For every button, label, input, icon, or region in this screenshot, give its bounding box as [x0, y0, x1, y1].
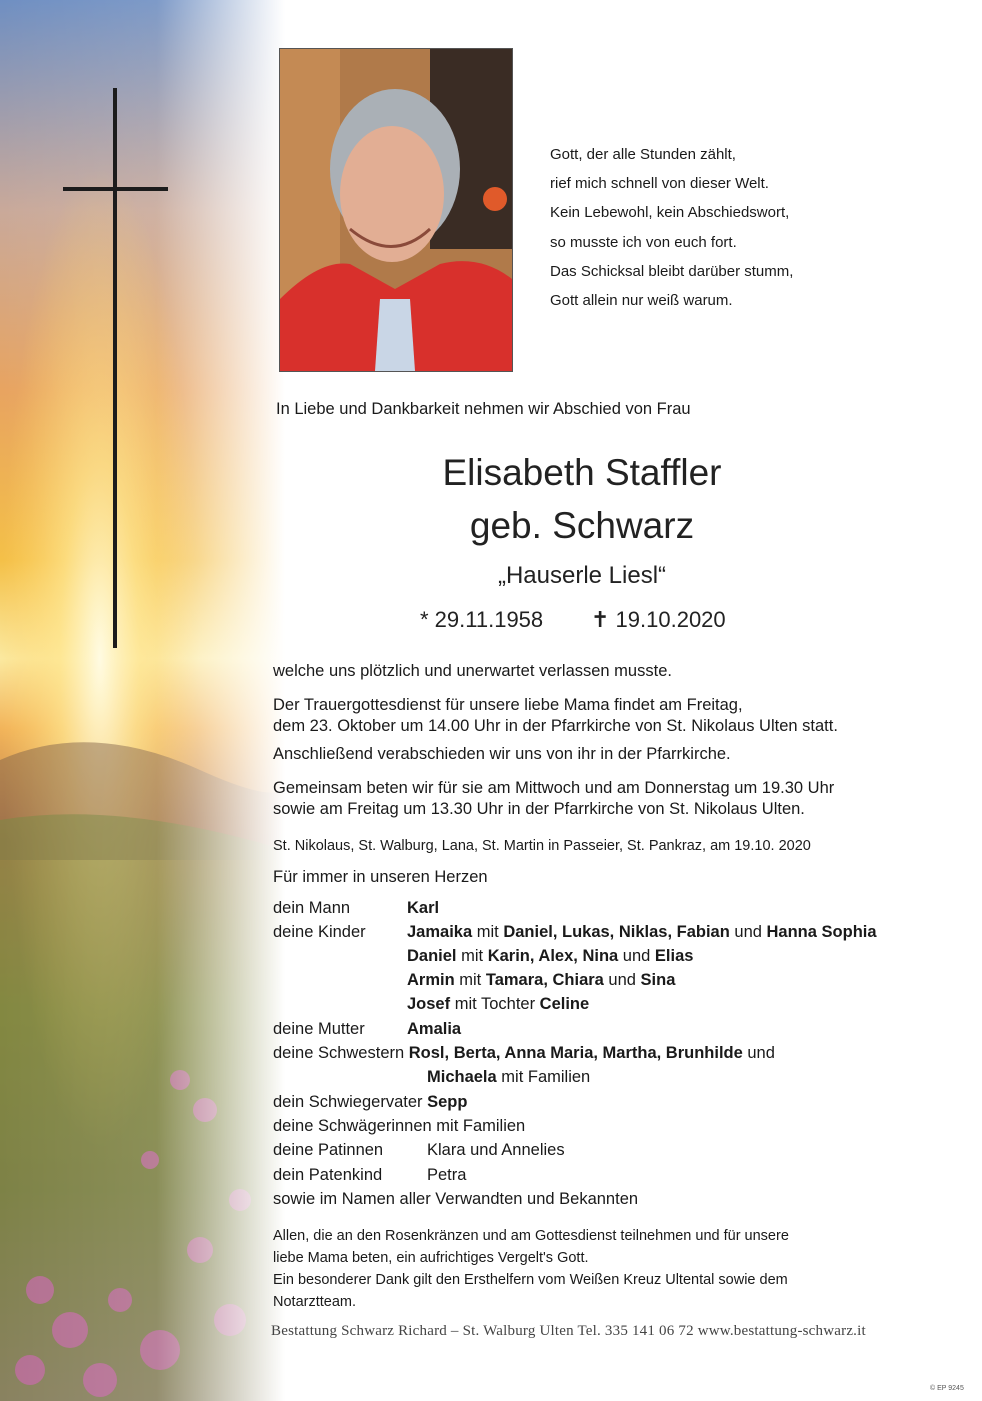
connector: und — [729, 923, 767, 941]
relative-name: Hanna Sophia — [766, 923, 877, 941]
print-code: © EP 9245 — [930, 1385, 964, 1392]
children-line — [407, 971, 675, 990]
relative-name: Petra — [427, 1166, 467, 1184]
connector: mit — [456, 947, 488, 965]
relative-name: Klara und Annelies — [427, 1141, 565, 1159]
relative-name: Karin, Alex, Nina — [487, 947, 619, 965]
poem-line: so musste ich von euch fort. — [550, 233, 737, 251]
thanks-line: Notarztteam. — [273, 1294, 356, 1310]
portrait-photo — [279, 48, 513, 372]
connector: und — [618, 947, 655, 965]
landscape-background — [0, 0, 285, 1401]
connector: und — [603, 971, 641, 989]
children-line — [407, 947, 693, 966]
poem-line: Kein Lebewohl, kein Abschiedswort, — [550, 204, 790, 222]
relative-name: Tamara, Chiara — [485, 971, 604, 989]
label: dein Patenkind — [273, 1166, 383, 1184]
nickname: „Hauserle Liesl“ — [497, 562, 667, 589]
label: deine Patinnen — [273, 1141, 384, 1159]
relative-name: Josef — [407, 995, 451, 1013]
relative-name: Celine — [539, 995, 590, 1013]
label: deine Mutter — [273, 1020, 365, 1038]
connector: mit Familien — [496, 1068, 591, 1086]
father-in-law-line — [273, 1093, 467, 1112]
sisters-line — [273, 1044, 775, 1063]
paragraph: Anschließend verabschieden wir uns von ihr in der Pfarrkirche. — [273, 745, 731, 763]
relative-name: Daniel, Lukas, Niklas, Fabian — [503, 923, 730, 941]
sisters-line-2 — [427, 1068, 590, 1087]
thanks-line: liebe Mama beten, ein aufrichtiges Vergelt's Gott. — [273, 1250, 589, 1266]
relative-name: Amalia — [407, 1020, 462, 1038]
paragraph: dem 23. Oktober um 14.00 Uhr in der Pfarrkirche von St. Nikolaus Ulten statt. — [273, 717, 838, 735]
relative-name: Rosl, Berta, Anna Maria, Martha, Brunhilde — [408, 1044, 743, 1062]
relative-name: Karl — [407, 899, 440, 917]
all-relatives-line: sowie im Namen aller Verwandten und Bekannten — [273, 1190, 639, 1208]
cross-icon — [113, 88, 117, 648]
paragraph: welche uns plötzlich und unerwartet verlassen musste. — [273, 662, 672, 680]
connector: mit — [472, 923, 504, 941]
connector: mit Tochter — [450, 995, 540, 1013]
paragraph: sowie am Freitag um 13.30 Uhr in der Pfarrkirche von St. Nikolaus Ulten. — [273, 800, 805, 818]
sisters-in-law-line: deine Schwägerinnen mit Familien — [273, 1117, 526, 1135]
cross-icon-bar — [63, 187, 168, 191]
poem-line: rief mich schnell von dieser Welt. — [550, 175, 769, 193]
death-date: ✝ 19.10.2020 — [591, 607, 726, 632]
poem-line: Gott, der alle Stunden zählt, — [550, 146, 736, 163]
poem — [550, 140, 793, 315]
connector: mit — [454, 971, 486, 989]
children-line — [407, 995, 589, 1014]
maiden-name: geb. Schwarz — [469, 505, 695, 546]
funeral-home-footer: Bestattung Schwarz Richard – St. Walburg Ulten Tel. 335 141 06 72 www.bestattung-schwarz.it — [271, 1323, 866, 1339]
thanks-line: Ein besonderer Dank gilt den Ersthelfern vom Weißen Kreuz Ultental sowie dem — [273, 1272, 788, 1288]
paragraph: Gemeinsam beten wir für sie am Mittwoch und am Donnerstag um 19.30 Uhr — [273, 779, 835, 797]
relative-name: Sina — [640, 971, 676, 989]
relative-name: Elias — [654, 947, 694, 965]
poem-line: Gott allein nur weiß warum. — [550, 292, 733, 310]
birth-date: * 29.11.1958 — [420, 607, 544, 632]
label: dein Schwiegervater — [273, 1093, 423, 1111]
thanks-line: Allen, die an den Rosenkränzen und am Gottesdienst teilnehmen und für unsere — [273, 1228, 789, 1244]
children-line — [407, 923, 877, 942]
forever-line: Für immer in unseren Herzen — [273, 868, 488, 886]
paragraph: Der Trauergottesdienst für unsere liebe Mama findet am Freitag, — [273, 696, 743, 714]
label: dein Mann — [273, 899, 351, 917]
relative-name: Sepp — [427, 1093, 468, 1111]
relative-name: Michaela — [427, 1068, 497, 1086]
deceased-name: Elisabeth Staffler — [442, 452, 722, 493]
connector: und — [742, 1044, 775, 1062]
label: deine Kinder — [273, 923, 366, 941]
places-date: St. Nikolaus, St. Walburg, Lana, St. Martin in Passeier, St. Pankraz, am 19.10. 2020 — [273, 838, 811, 854]
label: deine Schwestern — [273, 1044, 405, 1062]
relative-name: Jamaika — [407, 923, 473, 941]
relative-name: Daniel — [407, 947, 457, 965]
relative-name: Armin — [407, 971, 455, 989]
intro-text: In Liebe und Dankbarkeit nehmen wir Abschied von Frau — [276, 400, 691, 418]
poem-line: Das Schicksal bleibt darüber stumm, — [550, 262, 794, 280]
